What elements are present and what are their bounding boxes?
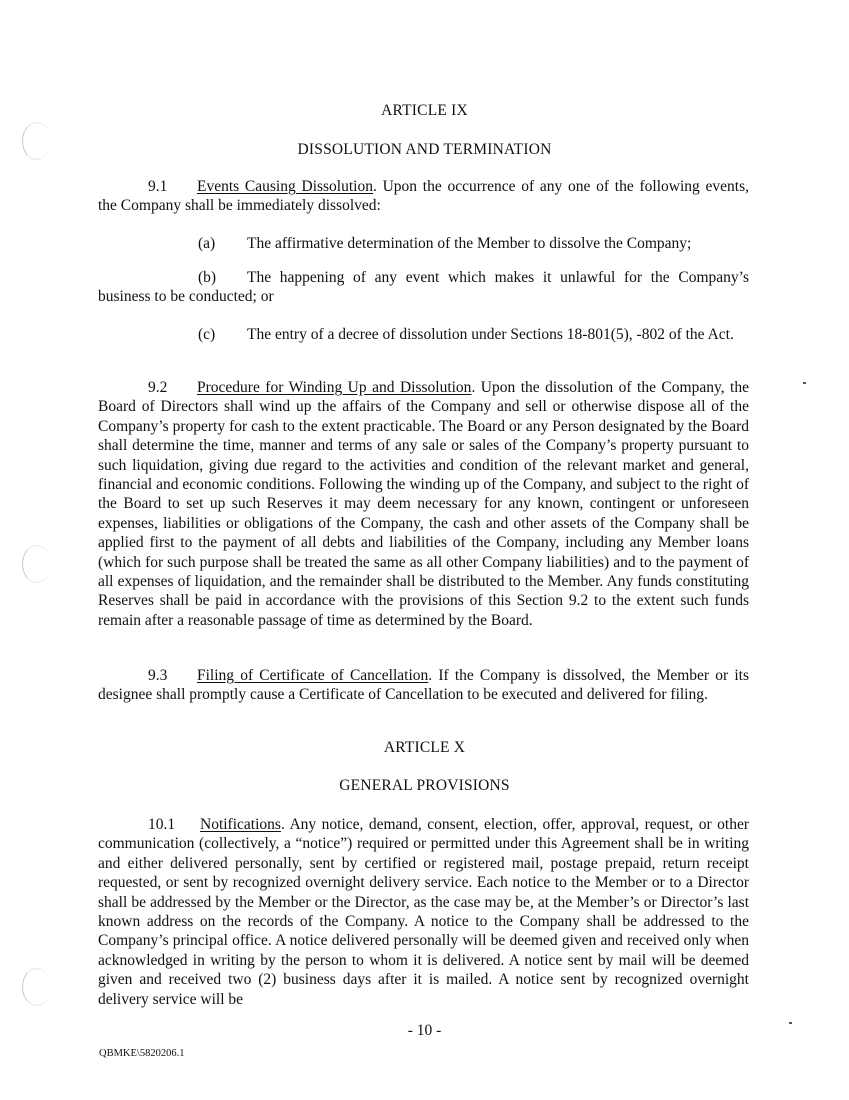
item-a-text: The affirmative determination of the Member to dissolve the Company; bbox=[247, 235, 692, 252]
item-a bbox=[98, 234, 749, 253]
item-b-text: The happening of any event which makes it unlawful for the Company’s business to be conducted; or bbox=[98, 269, 749, 306]
article-x-title: ARTICLE X bbox=[383, 739, 466, 756]
item-c-label: (c) bbox=[198, 326, 216, 343]
article-ix-title: ARTICLE IX bbox=[381, 102, 468, 119]
punch-hole-mark bbox=[22, 545, 51, 583]
article-x-subtitle: GENERAL PROVISIONS bbox=[339, 777, 510, 794]
section-text: . Upon the occurrence of any one of the following events, the Company shall be immediately dissolved: bbox=[98, 178, 749, 215]
section-heading: Events Causing Dissolution bbox=[197, 178, 373, 195]
item-b-label: (b) bbox=[198, 269, 217, 286]
section-9-2 bbox=[98, 378, 749, 630]
section-number: 9.3 bbox=[148, 667, 168, 684]
section-heading: Filing of Certificate of Cancellation bbox=[197, 667, 429, 684]
document-id: QBMKE\5820206.1 bbox=[99, 1048, 185, 1059]
item-b bbox=[98, 268, 749, 307]
section-text: . If the Company is dissolved, the Member or its designee shall promptly cause a Certificate of Cancellation to be executed and delivered for filing. bbox=[98, 667, 749, 704]
section-9-1 bbox=[98, 177, 749, 216]
section-9-3 bbox=[98, 666, 749, 705]
section-10-1 bbox=[98, 815, 749, 1009]
section-text: . Upon the dissolution of the Company, the Board of Directors shall wind up the affairs of the Company and sell or otherwise dispose all of the Company’s property for cash to the extent practicable. The Board or any Person designated by the Board shall determine the time, manner and terms of any sale or sales of the Company’s property pursuant to such liquidation, giving due regard to the activities and condition of the relevant market and general, financial and economic conditions. Following the winding up of the Company, and subject to the right of the Board to set up such Reserves it may deem necessary for any known, contingent or unforeseen expenses, liabilities or obligations of the Company, the cash and other assets of the Company shall be applied first to the payment of all debts and liabilities of the Company, including any Member loans (which for such purpose shall be treated the same as all other Company liabilities) and to the payment of all expenses of liquidation, and the remainder shall be distributed to the Member. Any funds constituting Reserves shall be paid in accordance with the provisions of this Section 9.2 to the extent such funds remain after a reasonable passage of time as determined by the Board. bbox=[98, 379, 749, 629]
page-number: - 10 - bbox=[407, 1022, 442, 1039]
section-number: 9.1 bbox=[148, 178, 168, 195]
section-heading: Procedure for Winding Up and Dissolution bbox=[197, 379, 472, 396]
section-text: . Any notice, demand, consent, election, offer, approval, request, or other communication (collectively, a “notice”) required or permitted under this Agreement shall be in writing and either delivered personally, sent by certified or registered mail, postage prepaid, return receipt requested, or sent by recognized overnight delivery service. Each notice to the Member or to a Director shall be addressed by the Member or the Director, as the case may be, at the Member’s or Director’s last known address on the records of the Company. A notice to the Company shall be addressed to the Company’s principal office. A notice delivered personally will be deemed given and received only when acknowledged in writing by the person to whom it is delivered. A notice sent by mail will be deemed given and received two (2) business days after it is mailed. A notice sent by recognized overnight delivery service will be bbox=[98, 816, 749, 1008]
item-c bbox=[98, 324, 749, 345]
section-number: 10.1 bbox=[148, 816, 176, 833]
section-number: 9.2 bbox=[148, 379, 168, 396]
section-heading: Notifications bbox=[200, 816, 281, 833]
item-a-label: (a) bbox=[198, 235, 216, 252]
punch-hole-mark bbox=[22, 968, 51, 1006]
item-c-text: The entry of a decree of dissolution under Sections 18-801(5), -802 of the Act. bbox=[247, 326, 734, 343]
article-ix-subtitle: DISSOLUTION AND TERMINATION bbox=[297, 141, 552, 158]
scan-speck bbox=[803, 382, 806, 384]
